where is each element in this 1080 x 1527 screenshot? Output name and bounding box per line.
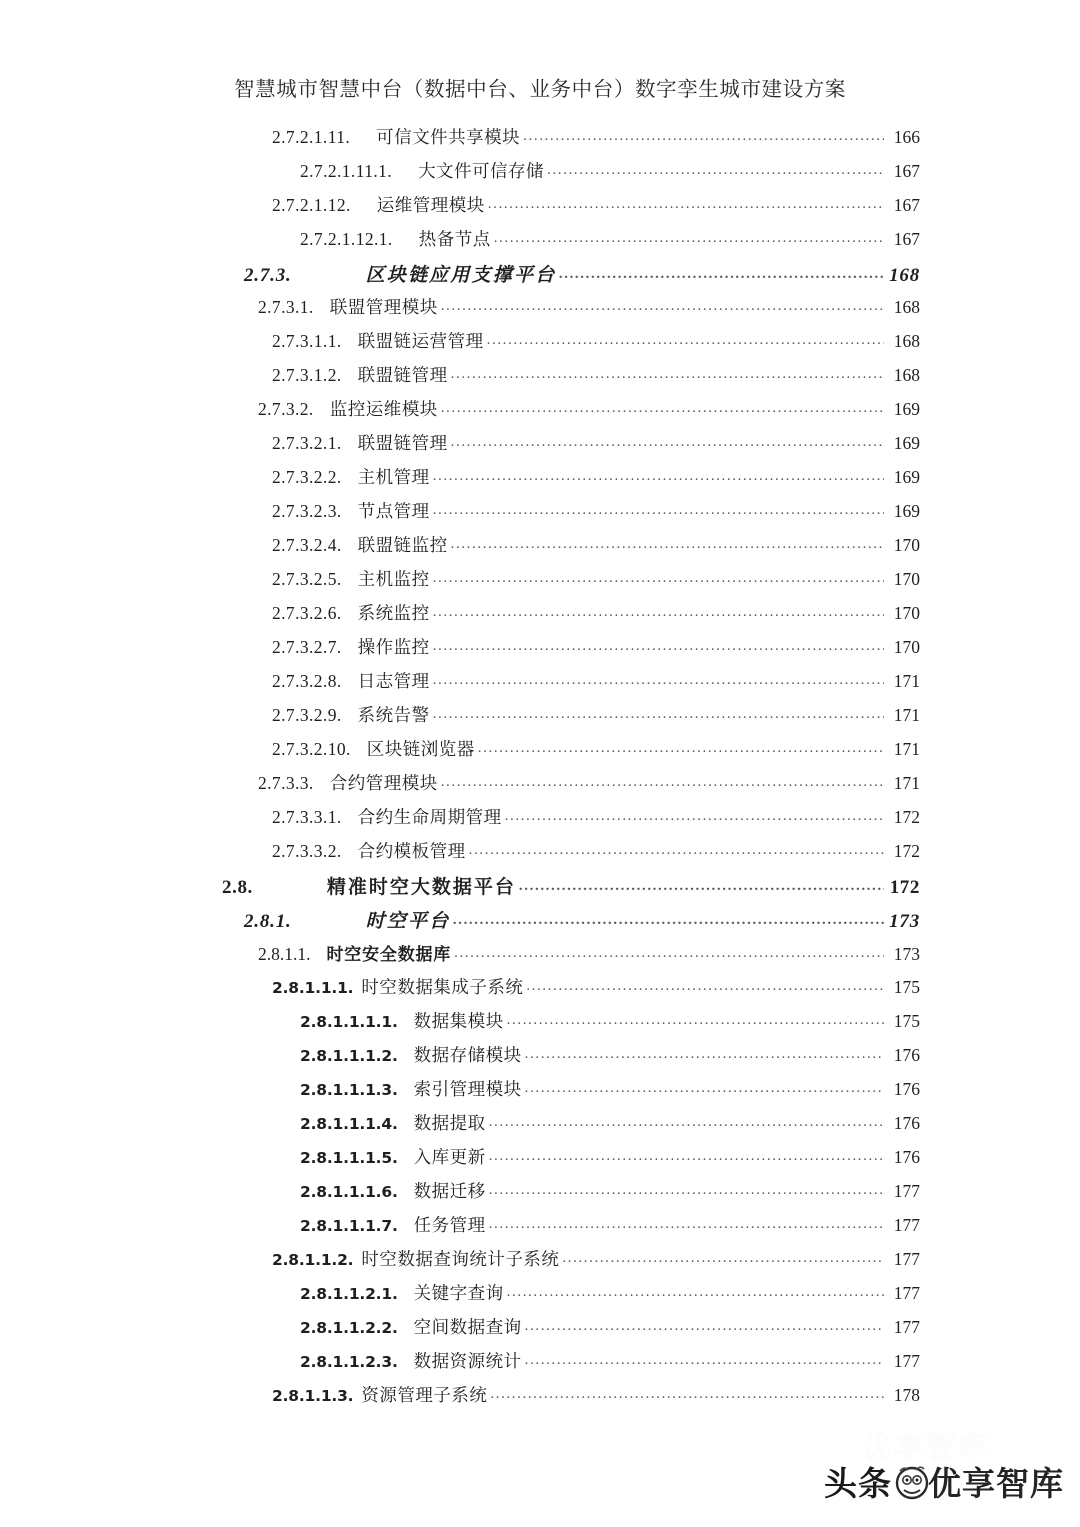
toc-entry-number: 2.8.1.1.2.1.	[300, 1285, 398, 1303]
toc-entry[interactable]	[0, 974, 1080, 1008]
toc-entry-number: 2.8.1.1.1.	[272, 979, 354, 997]
toc-entry-title: 合约管理模块	[329, 773, 438, 793]
toc-entry[interactable]	[0, 634, 1080, 668]
toc-entry-number: 2.7.2.1.11.1.	[300, 161, 393, 181]
toc-entry-title: 主机监控	[357, 569, 430, 589]
toc-leader-dots	[488, 196, 884, 213]
toc-leader-dots	[433, 706, 884, 723]
toc-entry[interactable]	[0, 328, 1080, 362]
toc-entry[interactable]	[0, 1348, 1080, 1382]
toc-entry[interactable]	[0, 1314, 1080, 1348]
toc-entry-title: 监控运维模块	[329, 399, 438, 419]
toc-entry-number: 2.7.2.1.11.	[272, 127, 351, 147]
toc-leader-dots	[526, 978, 884, 995]
toc-entry-title: 联盟链管理	[357, 433, 448, 453]
toc-leader-dots	[433, 502, 884, 519]
toc-entry-number: 2.7.3.2.2.	[272, 467, 342, 487]
toc-entry[interactable]	[0, 804, 1080, 838]
toc-leader-dots	[451, 366, 884, 383]
toc-entry[interactable]	[0, 192, 1080, 226]
toc-entry-title: 数据迁移	[413, 1181, 486, 1201]
toc-entry-number: 2.8.1.1.1.3.	[300, 1081, 398, 1099]
toc-entry-page: 167	[893, 229, 920, 249]
toc-entry-number: 2.7.3.1.2.	[272, 365, 342, 385]
toc-entry-title: 时空安全数据库	[326, 945, 452, 965]
toc-entry-title: 关键字查询	[413, 1283, 504, 1303]
toc-entry-number: 2.7.3.1.	[258, 297, 314, 317]
toc-entry-page: 171	[893, 705, 920, 725]
toc-entry-number: 2.8.1.1.3.	[272, 1387, 354, 1405]
toc-entry[interactable]	[0, 396, 1080, 430]
toc-entry[interactable]	[0, 736, 1080, 770]
toc-entry[interactable]	[0, 260, 1080, 294]
toc-entry-number: 2.8.1.1.2.	[272, 1251, 354, 1269]
toc-entry-number: 2.8.1.1.2.3.	[300, 1353, 398, 1371]
toc-entry[interactable]	[0, 464, 1080, 498]
toc-entry-number: 2.7.3.2.8.	[272, 671, 342, 691]
toc-entry-title: 联盟链管理	[357, 365, 448, 385]
toc-entry[interactable]	[0, 1382, 1080, 1416]
toc-entry-page: 178	[893, 1385, 920, 1405]
toc-entry-page: 175	[893, 1011, 920, 1031]
toc-entry-number: 2.7.3.2.3.	[272, 501, 342, 521]
toc-entry-title: 空间数据查询	[413, 1317, 522, 1337]
toc-entry-page: 168	[893, 297, 920, 317]
toc-entry-title: 数据提取	[413, 1113, 486, 1133]
watermark-avatar-icon	[888, 1460, 936, 1504]
toc-entry-page: 172	[893, 807, 920, 827]
toc-entry-title: 时空数据查询统计子系统	[361, 1249, 560, 1269]
toc-entry-title: 可信文件共享模块	[376, 127, 521, 147]
toc-leader-dots	[451, 536, 884, 553]
toc-entry-number: 2.7.3.	[244, 265, 292, 286]
toc-leader-dots	[433, 672, 884, 689]
toc-entry[interactable]	[0, 940, 1080, 974]
toc-leader-dots	[433, 468, 884, 485]
toc-entry-number: 2.8.1.1.1.2.	[300, 1047, 398, 1065]
toc-entry-title: 系统告警	[357, 705, 430, 725]
toc-entry[interactable]	[0, 362, 1080, 396]
toc-leader-dots	[525, 1080, 884, 1097]
toc-entry[interactable]	[0, 1144, 1080, 1178]
toc-leader-dots	[507, 1284, 884, 1301]
toc-leader-dots	[525, 1046, 884, 1063]
toc-entry[interactable]	[0, 158, 1080, 192]
toc-entry-title: 联盟管理模块	[329, 297, 438, 317]
toc-entry-page: 167	[893, 195, 920, 215]
toc-leader-dots	[451, 434, 884, 451]
toc-entry-page: 173	[889, 911, 920, 932]
toc-entry[interactable]	[0, 838, 1080, 872]
toc-leader-dots	[490, 1386, 884, 1403]
toc-entry-page: 170	[893, 603, 920, 623]
toc-entry[interactable]	[0, 1280, 1080, 1314]
toc-entry-title: 区块链浏览器	[366, 739, 475, 759]
toc-entry-page: 177	[893, 1181, 920, 1201]
toc-leader-dots	[507, 1012, 884, 1029]
toc-entry-number: 2.7.3.1.1.	[272, 331, 342, 351]
toc-leader-dots	[489, 1148, 884, 1165]
toc-entry[interactable]	[0, 566, 1080, 600]
toc-leader-dots	[478, 740, 884, 757]
toc-entry[interactable]	[0, 1008, 1080, 1042]
toc-entry-page: 177	[893, 1215, 920, 1235]
toc-entry-title: 精准时空大数据平台	[326, 877, 516, 898]
toc-entry-title: 联盟链运营管理	[357, 331, 484, 351]
toc-entry-number: 2.7.3.2.5.	[272, 569, 342, 589]
toc-entry-title: 数据存储模块	[413, 1045, 522, 1065]
toc-leader-dots	[433, 570, 884, 587]
toc-entry-number: 2.7.3.2.	[258, 399, 314, 419]
running-header-title: 智慧城市智慧中台（数据中台、业务中台）数字孪生城市建设方案	[234, 79, 846, 101]
toc-leader-dots	[454, 945, 884, 962]
toc-entry[interactable]	[0, 770, 1080, 804]
toc-entry-title: 时空数据集成子系统	[361, 977, 524, 997]
toc-entry[interactable]	[0, 294, 1080, 328]
toc-entry-number: 2.8.1.	[244, 911, 292, 932]
toc-entry-number: 2.7.3.2.4.	[272, 535, 342, 555]
toc-entry-number: 2.7.3.2.6.	[272, 603, 342, 623]
toc-entry-number: 2.8.1.1.2.2.	[300, 1319, 398, 1337]
toc-entry-page: 171	[893, 773, 920, 793]
toc-leader-dots	[433, 638, 884, 655]
toc-entry[interactable]	[0, 1076, 1080, 1110]
toc-entry-number: 2.8.1.1.1.4.	[300, 1115, 398, 1133]
toc-entry-number: 2.7.2.1.12.1.	[300, 229, 393, 249]
toc-entry-title: 时空平台	[365, 911, 451, 932]
toc-entry-title: 资源管理子系统	[361, 1385, 488, 1405]
toc-entry-number: 2.7.3.2.10.	[272, 739, 351, 759]
toc-entry-page: 176	[893, 1147, 920, 1167]
toc-leader-dots	[547, 162, 884, 179]
toc-leader-dots	[441, 298, 884, 315]
toc-entry-page: 176	[893, 1113, 920, 1133]
toc-entry-number: 2.7.3.3.1.	[272, 807, 342, 827]
toc-entry[interactable]	[0, 1042, 1080, 1076]
toc-entry[interactable]	[0, 600, 1080, 634]
toc-entry-number: 2.7.3.2.9.	[272, 705, 342, 725]
toc-entry-title: 联盟链监控	[357, 535, 448, 555]
toc-entry-title: 合约模板管理	[357, 841, 466, 861]
watermark	[808, 1423, 1076, 1519]
toc-entry-number: 2.8.1.1.1.5.	[300, 1149, 398, 1167]
toc-leader-dots	[489, 1182, 884, 1199]
toc-entry-page: 177	[893, 1351, 920, 1371]
toc-leader-dots	[453, 912, 884, 929]
toc-leader-dots	[525, 1318, 884, 1335]
toc-entry[interactable]	[0, 532, 1080, 566]
toc-entry-number: 2.8.1.1.1.6.	[300, 1183, 398, 1201]
toc-entry-title: 任务管理	[413, 1215, 486, 1235]
watermark-main	[824, 1458, 1064, 1505]
toc-leader-dots	[562, 1250, 884, 1267]
toc-leader-dots	[433, 604, 884, 621]
toc-entry-page: 177	[893, 1317, 920, 1337]
watermark-ghost-text: 优享智库	[862, 1430, 991, 1464]
toc-entry-page: 170	[893, 535, 920, 555]
toc-leader-dots	[489, 1114, 884, 1131]
toc-entry[interactable]	[0, 1178, 1080, 1212]
toc-entry-page: 169	[893, 501, 920, 521]
toc-entry-title: 运维管理模块	[376, 195, 485, 215]
toc-entry[interactable]	[0, 1212, 1080, 1246]
toc-leader-dots	[505, 808, 884, 825]
toc-leader-dots	[519, 878, 884, 895]
toc-entry-title: 数据集模块	[413, 1011, 504, 1031]
toc-entry[interactable]	[0, 226, 1080, 260]
toc-entry-title: 日志管理	[357, 671, 430, 691]
toc-entry[interactable]	[0, 668, 1080, 702]
toc-entry-page: 167	[893, 161, 920, 181]
toc-leader-dots	[489, 1216, 884, 1233]
toc-leader-dots	[441, 400, 884, 417]
toc-entry-title: 索引管理模块	[413, 1079, 522, 1099]
toc-entry-page: 176	[893, 1045, 920, 1065]
watermark-platform-label: 头条	[824, 1464, 892, 1503]
toc-entry[interactable]	[0, 124, 1080, 158]
toc-leader-dots	[525, 1352, 884, 1369]
toc-entry-number: 2.7.3.2.1.	[272, 433, 342, 453]
toc-entry-number: 2.7.3.3.	[258, 773, 314, 793]
toc-entry-page: 170	[893, 637, 920, 657]
toc-entry-number: 2.7.3.2.7.	[272, 637, 342, 657]
toc-entry-page: 177	[893, 1249, 920, 1269]
toc-entry-title: 主机管理	[357, 467, 430, 487]
table-of-contents	[0, 124, 1080, 1416]
toc-entry-page: 177	[893, 1283, 920, 1303]
toc-entry-title: 合约生命周期管理	[357, 807, 502, 827]
toc-entry-page: 172	[893, 841, 920, 861]
toc-entry-number: 2.8.1.1.1.7.	[300, 1217, 398, 1235]
toc-entry-title: 操作监控	[357, 637, 430, 657]
toc-leader-dots	[494, 230, 884, 247]
toc-entry-number: 2.7.3.3.2.	[272, 841, 342, 861]
toc-entry-number: 2.7.2.1.12.	[272, 195, 351, 215]
watermark-brand-label: 优享智库	[928, 1464, 1064, 1503]
toc-entry-title: 大文件可信存储	[418, 161, 545, 181]
toc-entry-page: 171	[893, 739, 920, 759]
toc-entry-page: 168	[893, 365, 920, 385]
toc-entry-title: 数据资源统计	[413, 1351, 522, 1371]
toc-entry-title: 区块链应用支撑平台	[365, 265, 557, 286]
toc-entry-page: 169	[893, 399, 920, 419]
toc-entry-page: 172	[889, 877, 920, 898]
toc-entry-page: 168	[889, 265, 920, 286]
toc-entry[interactable]	[0, 906, 1080, 940]
toc-entry-page: 176	[893, 1079, 920, 1099]
toc-entry-page: 169	[893, 467, 920, 487]
toc-entry[interactable]	[0, 1110, 1080, 1144]
toc-entry[interactable]	[0, 430, 1080, 464]
toc-entry-title: 系统监控	[357, 603, 430, 623]
toc-leader-dots	[487, 332, 884, 349]
toc-entry-page: 171	[893, 671, 920, 691]
toc-leader-dots	[559, 266, 884, 283]
toc-entry-page: 166	[893, 127, 920, 147]
toc-leader-dots	[523, 128, 884, 145]
toc-entry-page: 168	[893, 331, 920, 351]
toc-entry-page: 170	[893, 569, 920, 589]
toc-entry-title: 入库更新	[413, 1147, 486, 1167]
toc-entry-number: 2.8.1.1.1.1.	[300, 1013, 398, 1031]
toc-entry-page: 173	[893, 944, 920, 964]
toc-entry[interactable]	[0, 702, 1080, 736]
toc-entry-title: 热备节点	[418, 229, 491, 249]
toc-entry-page: 175	[893, 977, 920, 997]
toc-entry-number: 2.8.	[222, 877, 253, 898]
toc-entry[interactable]	[0, 1246, 1080, 1280]
toc-entry[interactable]	[0, 872, 1080, 906]
toc-entry-title: 节点管理	[357, 501, 430, 521]
toc-entry[interactable]	[0, 498, 1080, 532]
toc-leader-dots	[441, 774, 884, 791]
toc-leader-dots	[469, 842, 884, 859]
toc-entry-page: 169	[893, 433, 920, 453]
toc-entry-number: 2.8.1.1.	[258, 944, 311, 964]
